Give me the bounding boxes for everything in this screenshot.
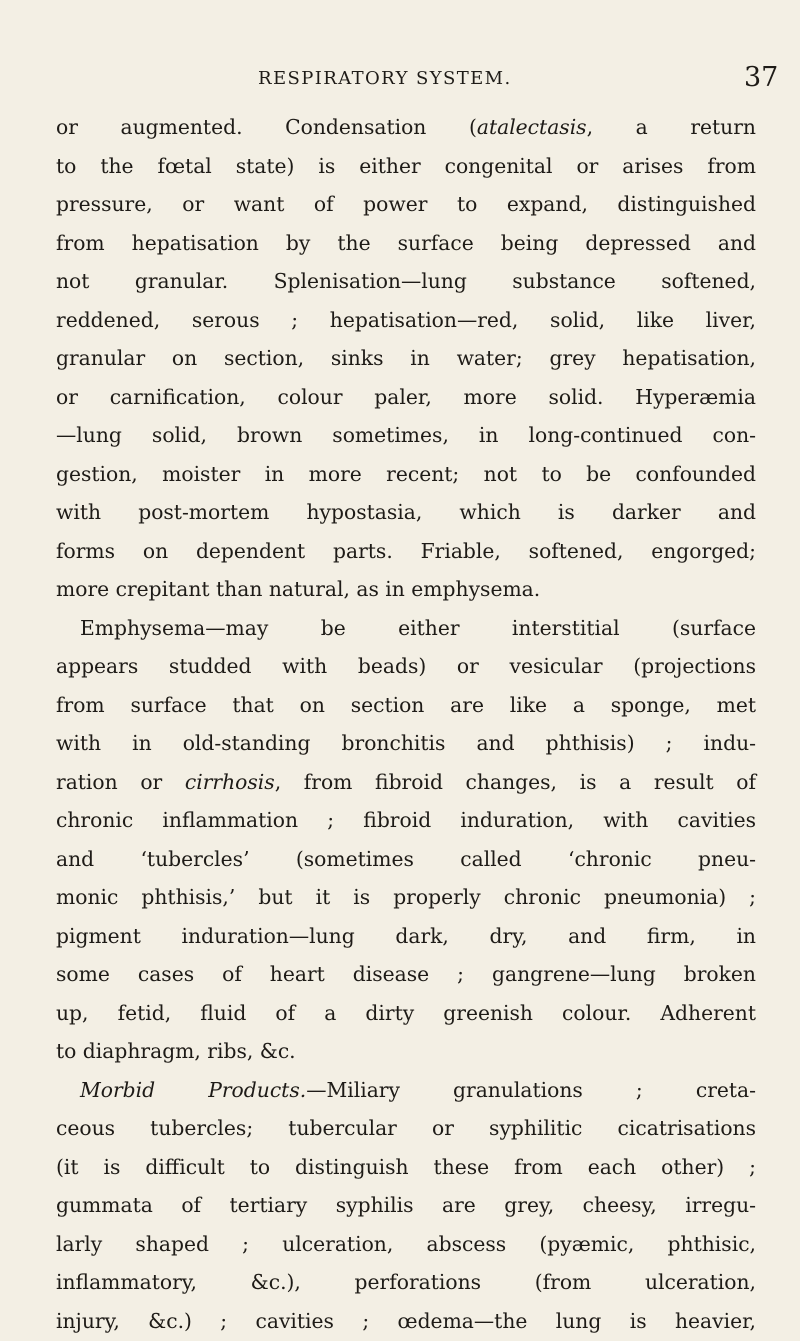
text-line: with in old-standing bronchitis and phthisis) ; indu- [56, 731, 756, 755]
text-line: Morbid Products.—Miliary granulations ; creta- [80, 1077, 756, 1102]
text-line: (it is difficult to distinguish these from each other) ; [56, 1154, 756, 1179]
page-number: 37 [744, 62, 779, 93]
text-line: or carnification, colour paler, more solid. Hyperæmia [56, 384, 756, 409]
text-line: to the fœtal state) is either congenital or arises from [56, 153, 756, 178]
text-line: or augmented. Condensation (atalectasis, a return [56, 115, 756, 139]
running-head [0, 62, 800, 102]
italic-term: atalectasis [476, 115, 587, 139]
text-line: more crepitant than natural, as in emphysema. [56, 577, 541, 601]
italic-term: Morbid Products. [80, 1077, 307, 1102]
text-line: gummata of tertiary syphilis are grey, cheesy, irregu- [56, 1193, 756, 1217]
text-line: not granular. Splenisation—lung substance softened, [56, 269, 756, 293]
text-line: from hepatisation by the surface being depressed and [56, 230, 756, 255]
text-line: pigment induration—lung dark, dry, and firm, in [56, 923, 756, 948]
text-line: with post-mortem hypostasia, which is darker and [56, 500, 756, 524]
text-line: monic phthisis,’ but it is properly chronic pneumonia) ; [56, 885, 756, 909]
text-line: ration or cirrhosis, from fibroid changes, is a result of [56, 769, 756, 794]
text-line: forms on dependent parts. Friable, softened, engorged; [56, 538, 756, 563]
text-line: larly shaped ; ulceration, abscess (pyæmic, phthisic, [56, 1231, 756, 1256]
text-line: granular on section, sinks in water; grey hepatisation, [56, 346, 756, 370]
text-line: ceous tubercles; tubercular or syphilitic cicatrisations [56, 1116, 756, 1140]
text-line: inflammatory, &c.), perforations (from ulceration, [56, 1270, 756, 1294]
text-line: gestion, moister in more recent; not to be confounded [56, 461, 756, 486]
text-line: chronic inflammation ; fibroid induration, with cavities [56, 808, 756, 832]
text-line: injury, &c.) ; cavities ; œdema—the lung is heavier, [56, 1308, 756, 1333]
body-text [56, 108, 756, 1340]
text-line: appears studded with beads) or vesicular (projections [56, 654, 756, 678]
text-line: pressure, or want of power to expand, distinguished [56, 192, 756, 216]
text-line: up, fetid, fluid of a dirty greenish colour. Adherent [56, 1000, 756, 1025]
text-line: some cases of heart disease ; gangrene—lung broken [56, 962, 756, 986]
header-title: RESPIRATORY SYSTEM. [258, 68, 512, 89]
text-line: reddened, serous ; hepatisation—red, solid, like liver, [56, 307, 756, 332]
text-line: from surface that on section are like a sponge, met [56, 692, 756, 717]
text-line: —lung solid, brown sometimes, in long-continued con- [56, 423, 756, 447]
text-line: to diaphragm, ribs, &c. [56, 1039, 296, 1063]
text-line: and ‘tubercles’ (sometimes called ‘chronic pneu- [56, 846, 756, 871]
text-line: Emphysema—may be either interstitial (surface [80, 615, 756, 640]
italic-term: cirrhosis [184, 769, 275, 794]
